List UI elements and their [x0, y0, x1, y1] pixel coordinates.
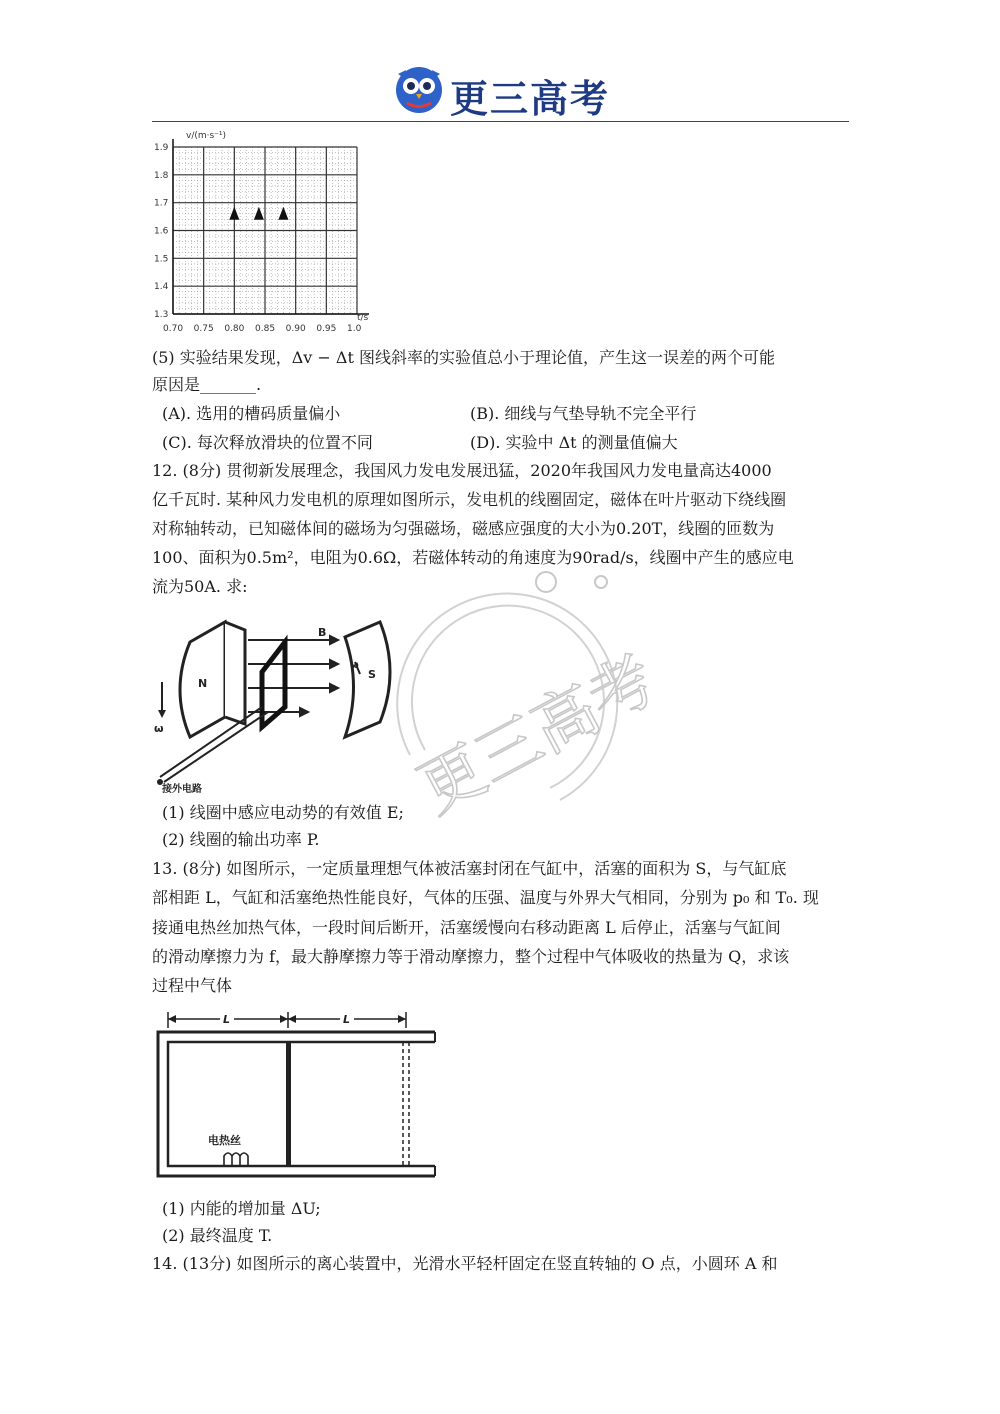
header-logo	[392, 64, 446, 114]
label-omega-left: ω	[154, 722, 164, 735]
y-tick-label: 1.6	[154, 226, 169, 237]
label-omega-right: ω	[350, 660, 359, 671]
x-tick-label: 0.95	[316, 324, 337, 334]
q13-line1: 13. (8分) 如图所示，一定质量理想气体被活塞封闭在气缸中，活塞的面积为 S，与气缸底	[152, 859, 787, 878]
label-n: N	[198, 677, 208, 690]
cylinder-wall	[158, 1032, 435, 1176]
data-point-triangle	[229, 207, 239, 220]
y-tick-label: 1.8	[154, 170, 169, 181]
dim-l-1: L	[223, 1013, 231, 1026]
brand-title: 更三高考	[450, 77, 611, 121]
label-s: S	[368, 668, 376, 681]
q11-option-c: (C). 每次释放滑块的位置不同	[162, 433, 373, 452]
piston	[286, 1042, 291, 1166]
q13-line3: 接通电热丝加热气体，一段时间后断开，活塞缓慢向右移动距离 L 后停止，活塞与气缸间	[152, 918, 781, 937]
y-tick-label: 1.3	[154, 310, 169, 320]
q14-line1: 14. (13分) 如图所示的离心装置中，光滑水平轻杆固定在竖直转轴的 O 点，小圆环 A 和	[152, 1254, 778, 1273]
x-tick-label: 0.75	[193, 324, 214, 334]
q12-sub1: (1) 线圈中感应电动势的有效值 E;	[162, 803, 404, 822]
vt-graph	[150, 128, 390, 338]
y-tick-label: 1.5	[154, 254, 169, 265]
q12-line1: 12. (8分) 贯彻新发展理念，我国风力发电发展迅猛，2020年我国风力发电量高达4000	[152, 461, 772, 480]
q11-option-d: (D). 实验中 Δt 的测量值偏大	[470, 433, 678, 452]
q11-p5-line1: (5) 实验结果发现，Δv − Δt 图线斜率的实验值总小于理论值，产生这一误差的两个可能	[152, 348, 775, 367]
q13-sub1: (1) 内能的增加量 ΔU;	[162, 1199, 321, 1218]
x-tick-label: 0.80	[224, 324, 245, 334]
heater-label: 电热丝	[208, 1134, 241, 1147]
x-tick-label: 1.0	[347, 324, 362, 334]
q13-line4: 的滑动摩擦力为 f，最大静摩擦力等于滑动摩擦力，整个过程中气体吸收的热量为 Q，求该	[152, 947, 790, 966]
q11-option-a: (A). 选用的槽码质量偏小	[162, 404, 341, 423]
x-tick-label: 0.90	[285, 324, 306, 334]
generator-figure	[150, 612, 400, 797]
q11-option-b: (B). 细线与气垫导轨不完全平行	[470, 404, 697, 423]
q12-line2: 亿千瓦时. 某种风力发电机的原理如图所示，发电机的线圈固定，磁体在叶片驱动下绕线圈	[152, 490, 787, 509]
q12-line5: 流为50A. 求:	[152, 577, 248, 596]
y-tick-label: 1.4	[154, 282, 169, 293]
label-b: B	[318, 626, 327, 639]
x-tick-label: 0.70	[163, 324, 184, 334]
y-tick-label: 1.7	[154, 198, 169, 209]
q12-line4: 100、面积为0.5m²，电阻为0.6Ω，若磁体转动的角速度为90rad/s，线圈中产生的感应电	[152, 548, 794, 567]
watermark-text: 更三高考	[407, 642, 669, 828]
data-point-triangle	[254, 207, 264, 220]
header-divider	[152, 121, 849, 122]
heater-coil-icon	[224, 1153, 248, 1166]
q13-line2: 部相距 L，气缸和活塞绝热性能良好，气体的压强、温度与外界大气相同，分别为 p₀ 和 T₀. 现	[152, 888, 819, 907]
label-circuit: 接外电路	[162, 784, 202, 795]
q13-line5: 过程中气体	[152, 976, 233, 995]
owl-logo-icon	[392, 64, 446, 114]
x-tick-label: 0.85	[255, 324, 276, 334]
graph-ylabel: v/(m·s⁻¹)	[186, 131, 227, 141]
y-tick-label: 1.9	[154, 143, 169, 153]
q11-p5-line2: 原因是_______.	[152, 375, 262, 394]
graph-xlabel: t/s	[357, 313, 369, 323]
cylinder-figure	[150, 1004, 440, 1184]
watermark	[380, 560, 669, 830]
q12-line3: 对称轴转动，已知磁体间的磁场为匀强磁场，磁感应强度的大小为0.20T，线圈的匝数为	[152, 519, 775, 538]
q12-sub2: (2) 线圈的输出功率 P.	[162, 830, 320, 849]
dim-l-2: L	[343, 1013, 351, 1026]
data-point-triangle	[278, 207, 288, 220]
q13-sub2: (2) 最终温度 T.	[162, 1226, 273, 1245]
